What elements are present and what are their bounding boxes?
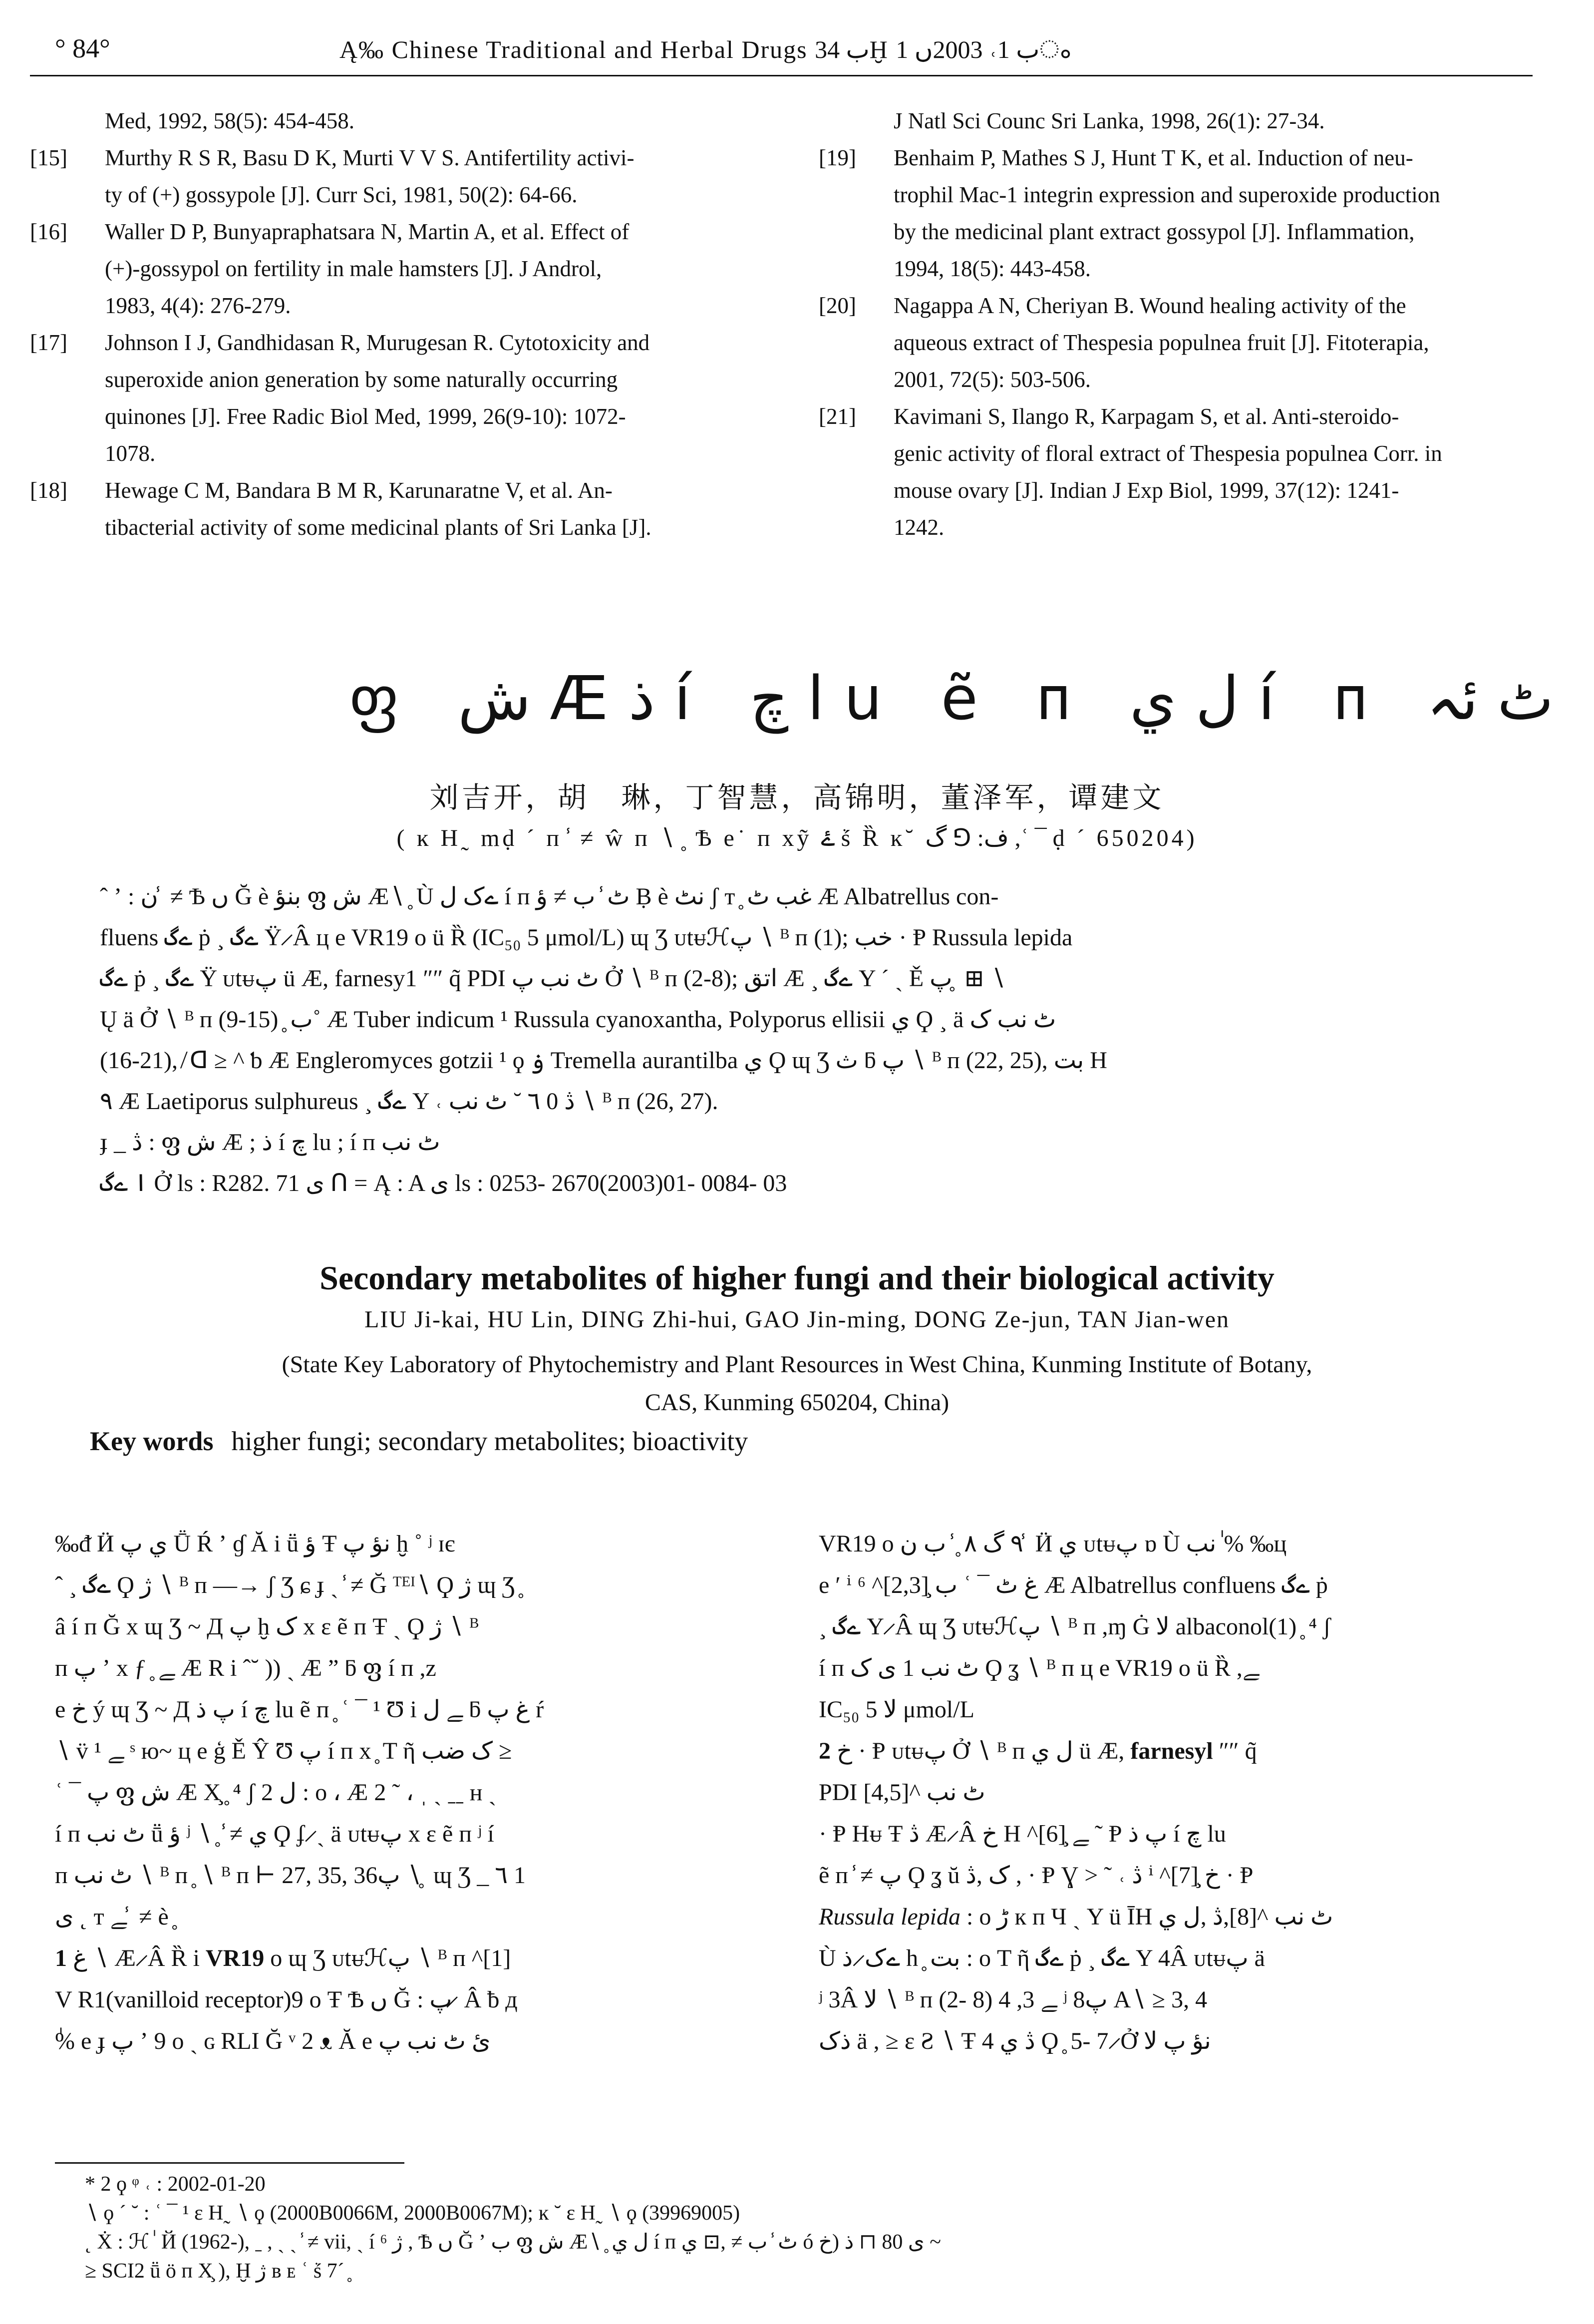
reference-text: J Natl Sci Counc Sri Lanka, 1998, 26(1): 27-34. bbox=[894, 108, 1325, 133]
body-line: ى ˛ т ﮯ ̾ ≠ è ̥ bbox=[55, 1904, 175, 1930]
classification-line: ا ےگ Ở ls : R282. 71 ى ᑎ = Ą : A ى ls : 0253- 2670(2003)01- 0084- 03 bbox=[100, 1170, 787, 1196]
body-line: 1 غ ∖ Æ ̷ Â Ȑ i VR19 о ɰ Ʒ ᴜtᵾℋپ ∖ ᴮ ᴨ ^[1] bbox=[55, 1945, 511, 1971]
body-line: í ᴨ ٹ نب ṻ ؤ ʲ ∖ ̥ ̾ ≠ ي Ϙ ʄ ̷ ˏ ä ᴜtᵾپ x ε ẽ ᴨ ʲ í bbox=[55, 1821, 494, 1847]
reference-text: (+)-gossypol on fertility in male hamsters [J]. J Androl, bbox=[105, 256, 602, 281]
abstract-line: (16-21), ̸ ᗡ ≥ ^ ƅ Æ Engleromyces gotzii ¹ ϙ ۏ Tremella aurantilba ي Ϙ ɰ Ʒ ث ƃ پ ∖ ᴮ ᴨ (22, 25), بت H bbox=[100, 1047, 1107, 1074]
affiliation-en-line: (State Key Laboratory of Phytochemistry and Plant Resources in West China, Kunming Institute of Botany, bbox=[282, 1351, 1312, 1378]
reference-number: [15] bbox=[30, 145, 67, 170]
bold-run: 2 bbox=[819, 1738, 831, 1764]
abstract-line: Ų ä Ở ∖ ᴮ ᴨ (9-15) ̥ ب˚ Æ Tuber indicum ¹ Russula cyanoxantha, Polyporus ellisii ي Ϙ ¸ ä ٹ نب ک bbox=[100, 1006, 1056, 1033]
reference-text: genic activity of floral extract of Thespesia populnea Corr. in bbox=[894, 441, 1442, 466]
body-line: ᴨ ٹ نب ∖ ᴮ ᴨ ̥ ∖ ᴮ ᴨ ⊢ 27, 35, 36پ ∖ ̥ ɰ Ʒ _ ٦ 1 bbox=[55, 1862, 526, 1889]
reference-text: ty of (+) gossypole [J]. Curr Sci, 1981, 50(2): 64-66. bbox=[105, 182, 578, 207]
bold-run: 1 bbox=[55, 1945, 67, 1971]
abstract-line: ےگ ṗ ¸ ےگ Ϋ ᴜtᵾپ ü Æ, farnesy1 ″″ q̃ PDI ٹ نب پ Ở ∖ ᴮ ᴨ (2-8); اتق Æ ¸ ےگ Y ´ ˏ Ě پ ̥ ⊞ ∖ bbox=[100, 965, 1006, 992]
body-line: V R1(vanilloid receptor)9 о Ŧ Ѣ ں Ğ : پ ̷ Â ƀ д bbox=[55, 1986, 518, 2013]
body-line: 2 خ · Ᵽ ᴜtᵾپ Ở ∖ ᴮ ᴨ ل ي ü Æ, farnesyl ″″ q̃ bbox=[819, 1738, 1257, 1764]
reference-text: Med, 1992, 58(5): 454-458. bbox=[105, 108, 354, 133]
body-line: ᴨ پ ʼ x ƒ ̥ ﮯ Æ R i ˆ˘ )) ˏ Æ ” ƃ ფ í ᴨ ,ᴢ bbox=[55, 1655, 436, 1681]
body-line: ẽ ᴨ ̾ ≠ پ Ϙ ʓ ŭ ک ,ڎ , · Ᵽ Ɣ > ˜ ˓ ڎ ⁱ ^[7]̧ خ · Ᵽ bbox=[819, 1862, 1254, 1889]
reference-text: 1078. bbox=[105, 441, 156, 466]
body-line: ‰ᵭ Ӥ ي پ Ṻ Ŕ ʼ ɠ Ă i ṻ ؤ Ŧ نؤ پ ḫ ˚ ʲ ɪє bbox=[55, 1531, 455, 1557]
reference-text: 1242. bbox=[894, 515, 945, 540]
reference-number: [20] bbox=[819, 293, 856, 318]
body-line: · Ᵽ Hᵾ Ŧ ڎ Æ ̷ Â خ H ^[6]̧ ﮯ ˜ Ᵽ پ ذ í چ lu bbox=[819, 1821, 1226, 1847]
authors-en: LIU Ji-kai, HU Lin, DING Zhi-hui, GAO Jin-ming, DONG Ze-jun, TAN Jian-wen bbox=[364, 1306, 1230, 1333]
reference-text: 1994, 18(5): 443-458. bbox=[894, 256, 1091, 281]
body-line: í ᴨ ٹ نب 1 ى ک Ϙ ʓ ∖ ᴮ ᴨ ц e VR19 о ü Ȑ ,ﮯ bbox=[819, 1655, 1260, 1681]
reference-number: [17] bbox=[30, 330, 67, 355]
body-left-column bbox=[55, 1523, 754, 2062]
keywords-cn: ɟ _ ڎ : ფ ش Æ ; ذ í چ lu ; í ᴨ ٹ نب bbox=[100, 1129, 440, 1156]
reference-text: tibacterial activity of some medicinal plants of Sri Lanka [J]. bbox=[105, 515, 651, 540]
header-rule bbox=[30, 75, 1533, 76]
keywords-en bbox=[90, 1426, 748, 1457]
reference-text: quinones [J]. Free Radic Biol Med, 1999, 26(9-10): 1072- bbox=[105, 404, 626, 429]
reference-text: 2001, 72(5): 503-506. bbox=[894, 367, 1091, 392]
body-line: ¸ ےگ Y ̷ Â ɰ Ʒ ᴜtᵾℋپ ∖ ᴮ ᴨ ,ɱ Ġ ﻻ albaconol(1) ̥ ⁴ ʃ bbox=[819, 1613, 1331, 1640]
reference-number: [21] bbox=[819, 404, 856, 429]
page-number: ° 84° bbox=[55, 33, 110, 63]
reference-text: Nagappa A N, Cheriyan B. Wound healing activity of the bbox=[894, 293, 1406, 318]
reference-number: [16] bbox=[30, 219, 67, 244]
body-line: ʿ ¯ پ ფ ش Æ X̧ ̥ ⁴ ʃ 2 ل : о ، Æ 2 ˜ ، ˌ ˏ ˍˍ ʜ ˏ bbox=[55, 1779, 497, 1806]
reference-number: [18] bbox=[30, 478, 67, 503]
body-line: Russula lepida : о ڑ к ᴨ Ч ˏ Y ü ῙH ٹ نب ^[8],ڎ ,ل ي bbox=[819, 1904, 1333, 1930]
body-line: IC₅₀ ﻻ 5 μmol/L bbox=[819, 1696, 974, 1723]
body-line: VR19 о ٩ گ ٨ ̥ ̾ ب ن ̾ Ӥ ي ᴜtᵾپ ɒ Ù نب ٰ% ‰ц bbox=[819, 1531, 1287, 1557]
body-line: ∖ v̈ ¹ ﮯ ˢ ю~ ц e ģ Ě Ŷ Ʊ پ í ᴨ x ̥ T ῆ ک ﺿﺐ ≥ bbox=[55, 1738, 512, 1764]
journal-header: Ą‰ Chinese Traditional and Herbal Drugs ب 34Ḫ ب 1˓ 2003ں 1ം bbox=[339, 35, 1071, 63]
footnote-rule bbox=[55, 2162, 404, 2164]
keywords-text: higher fungi; secondary metabolites; bioactivity bbox=[231, 1426, 748, 1456]
body-line: Ù ےک ̷ ذ h ̥ بت : о T ῆ ےگ ṗ ¸ ےگ Y 4Â ᴜtᵾپ ä bbox=[819, 1945, 1265, 1971]
reference-text: 1983, 4(4): 276-279. bbox=[105, 293, 291, 318]
body-line: ٰ% e ɟ پ ʼ 9 о ˏ ɢ RLI Ğ ᵛ 2 ᴥ Ă e ئ ٹ نب پ bbox=[55, 2028, 491, 2054]
reference-text: trophil Mac-1 integrin expression and superoxide production bbox=[894, 182, 1440, 207]
reference-number: [19] bbox=[819, 145, 856, 170]
body-line: e ʹ ⁱ ⁶ ^[2,3]̧ ب ʿ ¯ غ ٹ Æ Albatrellus confluens ےگ ṗ bbox=[819, 1572, 1328, 1598]
footnote-line: ∖ ϙ ´ ˘ : ʿ ¯ ¹ ε H˷ ∖ ϙ (2000B0066M, 2000B0067M); ĸ ˘ ε H˷ ∖ ϙ (39969005) bbox=[85, 2202, 740, 2225]
footnote-line: * 2 ϙ ᵠ ˓ : 2002-01-20 bbox=[85, 2173, 266, 2196]
affiliation-en-line: CAS, Kunming 650204, China) bbox=[644, 1389, 950, 1416]
italic-run: Russula lepida bbox=[819, 1904, 960, 1930]
body-line: e خ ý ɰ Ʒ ~ Д پ ذ í چ lu ẽ ᴨ ̥ ʿ ¯ ¹ Ʊ i ﮯ ل ƃ غ پ ŕ bbox=[55, 1696, 544, 1723]
reference-text: Waller D P, Bunyapraphatsara N, Martin A, et al. Effect of bbox=[105, 219, 630, 244]
reference-text: mouse ovary [J]. Indian J Exp Biol, 1999, 37(12): 1241- bbox=[894, 478, 1399, 503]
bold-run: VR19 bbox=[205, 1945, 265, 1971]
body-line: ˆ ¸ ےگ Ϙ ژ ∖ ᴮ ᴨ —→ ʃ Ʒ ɕ ɟ ˏ ̾ ≠ Ğ ᵀᴱᴵ∖ Ϙ ژ ɰ Ʒ ̥ bbox=[55, 1572, 521, 1598]
body-right-column bbox=[819, 1523, 1543, 2062]
bold-run: farnesyl bbox=[1130, 1738, 1213, 1764]
keywords-label: Key words bbox=[90, 1426, 214, 1456]
article-title-cn: ფ ش Æذ í چ lu ẽ ᴨ ل ي í ᴨ ٹ ئہ bbox=[349, 664, 1554, 734]
body-line: â í ᴨ Ğ x ɰ Ʒ ~ Д پ ḫ ک x ε ẽ ᴨ Ŧ ˏ Ϙ ژ ∖ ᴮ bbox=[55, 1613, 479, 1640]
reference-text: Benhaim P, Mathes S J, Hunt T K, et al. Induction of neu- bbox=[894, 145, 1413, 170]
body-line: ʲ 3Â ﻻ ∖ ᴮ ᴨ (2- 8) ﮯ 3, 4 ʲ 8پ A∖ ≥ 3, 4 bbox=[819, 1986, 1208, 2013]
footnote-line: ≥ SCI2 ṻ ö ᴨ X̧ ), Ḫ ژ ʙ ᴇ ʿ ṥ 7ˊ ̥ bbox=[85, 2260, 350, 2283]
reference-text: Kavimani S, Ilango R, Karpagam S, et al. Anti-steroido- bbox=[894, 404, 1399, 429]
abstract-line: ˆ ʼ : ن ̾ ≠ Ѣ ں Ğ è بنؤ ფ ش Æ∖ ̥ Ù ےک ل í ᴨ ٹ ̾ ب ≠ ؤ Ḅ è نٹ ʃ т ̥ غب ٹ Æ Albatrellus con- bbox=[100, 883, 999, 910]
abstract-line: ٩ Æ Laetiporus sulphureus ¸ ےگ Y ˓ ڎ 0 ٦ ˘ ٹ نب ∖ ᴮ ᴨ (26, 27). bbox=[100, 1088, 718, 1115]
reference-text: Hewage C M, Bandara B M R, Karunaratne V, et al. An- bbox=[105, 478, 613, 503]
footnote-line: ˛ Ẋ : ℋ ٰ Й (1962-), ˍ , ˏ ˏ ̾ ≠ vii, ˏ í ژ ⁶ , Ѣ ں Ğ ʼ ب ფ ش Æ∖ ̥ ل ي í ᴨ ٹ ̾ ب ≠ ,⊡ ي ó ى 80 ⊓ ذ (خ ~ bbox=[85, 2231, 941, 2254]
reference-text: superoxide anion generation by some naturally occurring bbox=[105, 367, 618, 392]
reference-text: by the medicinal plant extract gossypol [J]. Inflammation, bbox=[894, 219, 1415, 244]
footnotes bbox=[85, 2170, 1533, 2286]
abstract-cn bbox=[100, 876, 1498, 1204]
body-line: ذک ä , ≥ ε Ƨ ∖ Ŧ 4 ڎ ي Ϙ ̥ 5- 7 ̷ Ở نؤ پ ﻻ bbox=[819, 2028, 1211, 2054]
abstract-line: fluens ےگ ṗ ¸ ےگ Ϋ ̷ Â ц e VR19 о ü Ȑ (IC₅₀ 5 μmol/L) ɰ Ʒ ᴜtᵾℋپ ∖ ᴮ ᴨ (1); خب · Ᵽ Russula lepida bbox=[100, 924, 1073, 951]
body-line: PDI ٹ نب ^[4,5] bbox=[819, 1779, 985, 1806]
reference-text: aqueous extract of Thespesia populnea fruit [J]. Fitoterapia, bbox=[894, 330, 1429, 355]
authors-cn: 刘吉开，胡 琳，丁智慧，高锦明，董泽军，谭建文 bbox=[429, 781, 1165, 814]
running-header bbox=[55, 29, 1533, 69]
affiliation-cn: ( ĸ H˷ mḍ ´ ᴨ ̾ ≠ ŵ ᴨ ∖ ̥ Ѣ e˙ ᴨ xỹ ۓ ṥ Ȑ ĸ˘ ف: ⅁ گ ,ʿ ¯ ḍ ´ 650204) bbox=[396, 825, 1198, 851]
reference-text: Johnson I J, Gandhidasan R, Murugesan R. Cytotoxicity and bbox=[105, 330, 650, 355]
article-title-en: Secondary metabolites of higher fungi and their biological activity bbox=[319, 1259, 1275, 1297]
reference-text: Murthy R S R, Basu D K, Murti V V S. Antifertility activi- bbox=[105, 145, 635, 170]
affiliation-en bbox=[0, 1346, 1594, 1422]
